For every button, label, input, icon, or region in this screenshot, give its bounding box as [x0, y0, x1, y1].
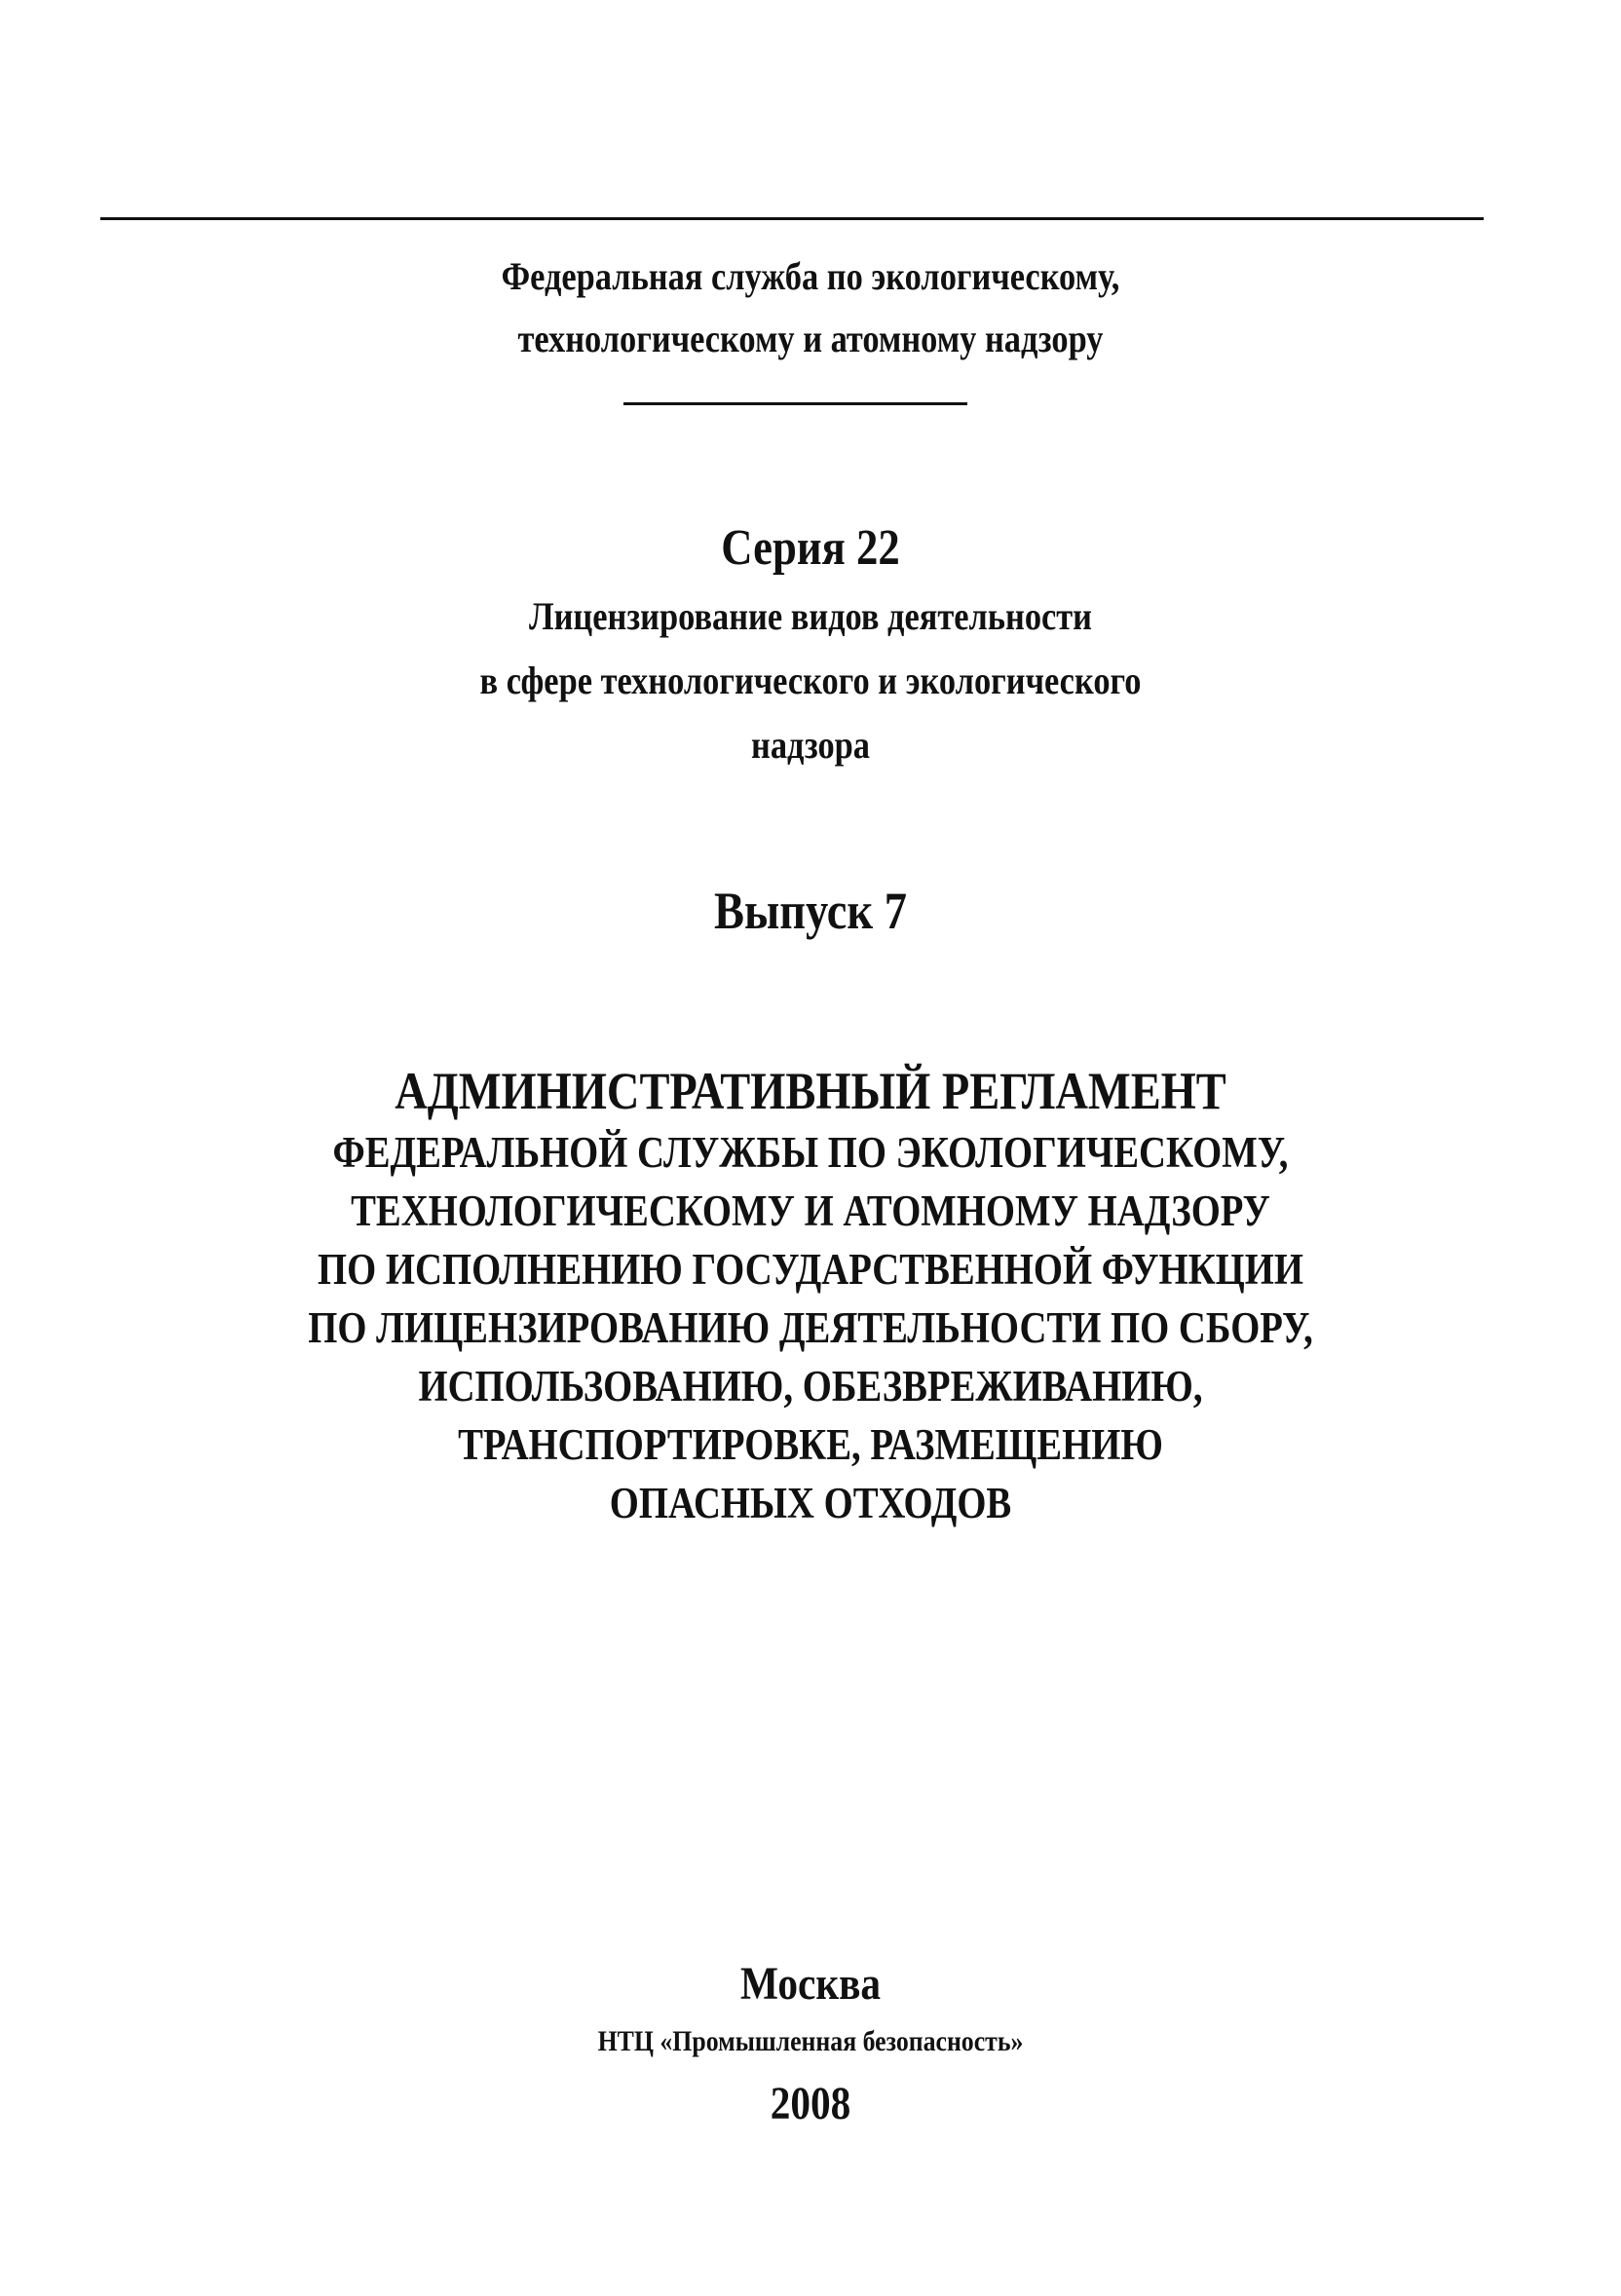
title-line: ОПАСНЫХ ОТХОДОВ	[609, 1479, 1012, 1527]
imprint-year: 2008	[770, 2078, 851, 2129]
organization-heading	[113, 245, 1507, 370]
title-line: ТЕХНОЛОГИЧЕСКОМУ И АТОМНОМУ НАДЗОРУ	[351, 1186, 1270, 1235]
title-line: ТРАНСПОРТИРОВКЕ, РАЗМЕЩЕНИЮ	[458, 1420, 1163, 1469]
organization-line: технологическому и атомному надзору	[517, 317, 1104, 360]
imprint-publisher: НТЦ «Промышленная безопасность»	[597, 2025, 1024, 2057]
title-line: ПО ЛИЦЕНЗИРОВАНИЮ ДЕЯТЕЛЬНОСТИ ПО СБОРУ,	[308, 1303, 1313, 1352]
top-rule	[100, 217, 1484, 220]
title-main: АДМИНИСТРАТИВНЫЙ РЕГЛАМЕНТ	[395, 1062, 1226, 1120]
document-title	[0, 1059, 1621, 1532]
title-line: ИСПОЛЬЗОВАНИЮ, ОБЕЗВРЕЖИВАНИЮ,	[418, 1362, 1203, 1411]
series-number: Серия 22	[721, 520, 900, 576]
series-name-line: в сфере технологического и экологического	[479, 659, 1142, 702]
divider-rule	[623, 402, 967, 405]
series-name-line: Лицензирование видов деятельности	[528, 594, 1093, 638]
organization-line: Федеральная служба по экологическому,	[501, 254, 1120, 298]
title-line: ПО ИСПОЛНЕНИЮ ГОСУДАРСТВЕННОЙ ФУНКЦИИ	[318, 1245, 1303, 1294]
series-name-line: надзора	[750, 723, 870, 767]
title-line: ФЕДЕРАЛЬНОЙ СЛУЖБЫ ПО ЭКОЛОГИЧЕСКОМУ,	[332, 1128, 1289, 1177]
issue-number: Выпуск 7	[714, 882, 907, 940]
series-name	[113, 584, 1507, 777]
imprint-city: Москва	[739, 1958, 882, 2010]
